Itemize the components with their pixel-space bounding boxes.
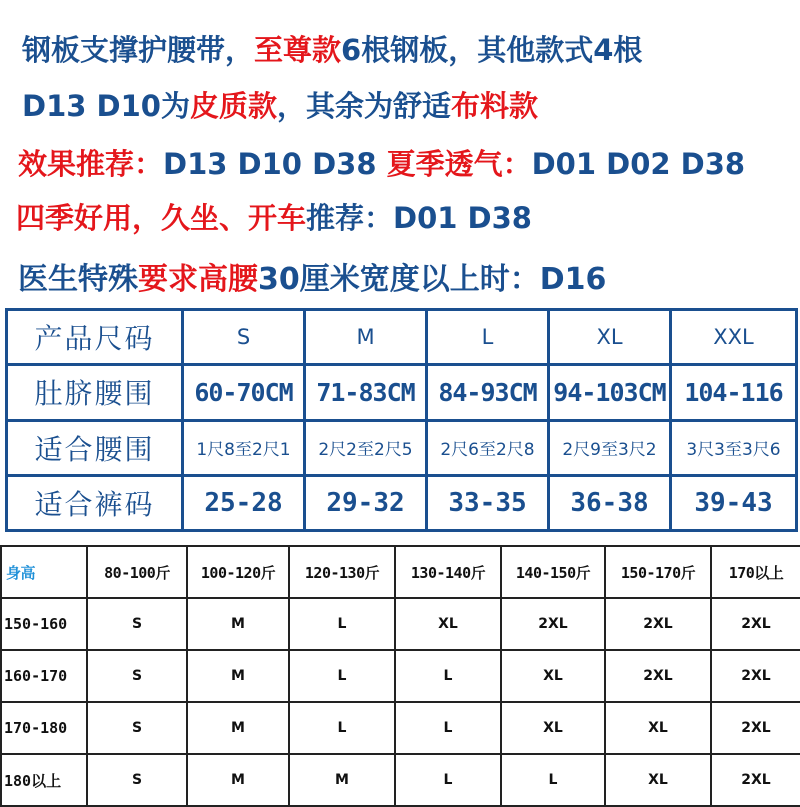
note-segment: D01 D02 D38 [531,147,746,181]
height-row-label: 160-170 [1,650,87,702]
recommended-size-cell: M [187,598,289,650]
recommended-size-cell: 2XL [501,598,605,650]
size-cell: 94-103CM [549,365,671,420]
note-segment: 30厘米宽度以上时：D16 [258,262,607,297]
recommended-size-cell: XL [501,650,605,702]
height-row-label: 180以上 [1,754,87,806]
size-cell: 104-116 [671,365,797,420]
size-table [5,308,798,532]
note-segment: 医生特殊 [18,262,138,297]
recommended-size-cell: 2XL [711,702,800,754]
recommended-size-cell: S [87,598,187,650]
recommended-size-cell: L [395,650,501,702]
size-row-label: 产品尺码 [7,310,183,365]
note-segment: 四季好用，久坐、开车 [16,201,307,235]
note-material [22,84,538,125]
recommended-size-cell: S [87,650,187,702]
note-segment: 6根钢板，其他款式4根 [341,33,643,67]
height-row-label: 170-180 [1,702,87,754]
recommended-size-cell: L [289,598,395,650]
height-row [1,598,800,650]
recommended-size-cell: 2XL [605,598,711,650]
recommended-size-cell: 2XL [711,598,800,650]
note-segment: 效果推荐： [18,147,164,181]
size-cell: 2尺9至3尺2 [549,420,671,475]
size-cell: 2尺2至2尺5 [305,420,427,475]
weight-header-cell: 130-140斤 [395,546,501,598]
size-cell: 71-83CM [305,365,427,420]
size-cell: 60-70CM [183,365,305,420]
recommended-size-cell: S [87,754,187,806]
recommended-size-cell: XL [605,754,711,806]
height-corner-label: 身高 [1,546,87,598]
size-cell: M [305,310,427,365]
note-segment: 夏季透气： [386,147,532,181]
note-segment: ，其余为舒适 [276,89,451,123]
size-table-row [7,310,797,365]
note-segment: 推荐：D01 D38 [306,201,532,235]
size-cell: XXL [671,310,797,365]
recommended-size-cell: XL [395,598,501,650]
recommended-size-cell: S [87,702,187,754]
note-high-waist [18,254,606,298]
recommended-size-cell: M [187,702,289,754]
note-segment: 至尊款 [254,33,342,67]
note-segment: 要求高腰 [138,262,258,297]
size-cell: 39-43 [671,475,797,530]
note-steel-support [22,28,642,69]
size-cell: 2尺6至2尺8 [427,420,549,475]
weight-header-cell: 150-170斤 [605,546,711,598]
recommended-size-cell: XL [605,702,711,754]
recommended-size-cell: L [395,702,501,754]
height-row [1,754,800,806]
note-segment: 皮质款 [189,89,277,123]
size-cell: 1尺8至2尺1 [183,420,305,475]
size-row-label: 适合裤码 [7,475,183,530]
note-segment: D13 D10 D38 [163,147,387,181]
recommended-size-cell: L [501,754,605,806]
recommended-size-cell: M [289,754,395,806]
size-table-row [7,475,797,530]
height-row-label: 150-160 [1,598,87,650]
recommended-size-cell: 2XL [605,650,711,702]
height-row [1,650,800,702]
weight-header-cell: 120-130斤 [289,546,395,598]
note-segment: D13 D10为 [22,89,190,123]
size-table-row [7,420,797,475]
size-cell: 29-32 [305,475,427,530]
size-row-label: 肚脐腰围 [7,365,183,420]
recommended-size-cell: XL [501,702,605,754]
height-weight-table [0,545,800,807]
size-cell: 33-35 [427,475,549,530]
note-segment: 布料款 [451,89,539,123]
size-cell: S [183,310,305,365]
recommended-size-cell: 2XL [711,650,800,702]
weight-header-cell: 140-150斤 [501,546,605,598]
note-segment: 钢板支撑护腰带， [22,33,255,67]
recommended-size-cell: 2XL [711,754,800,806]
size-row-label: 适合腰围 [7,420,183,475]
size-cell: 84-93CM [427,365,549,420]
recommended-size-cell: L [395,754,501,806]
height-row [1,702,800,754]
size-cell: 36-38 [549,475,671,530]
recommended-size-cell: L [289,650,395,702]
size-cell: XL [549,310,671,365]
size-table-row [7,365,797,420]
recommended-size-cell: L [289,702,395,754]
weight-header-cell: 100-120斤 [187,546,289,598]
recommended-size-cell: M [187,754,289,806]
note-recommend-all-season [16,196,532,237]
weight-header-cell: 80-100斤 [87,546,187,598]
size-cell: 3尺3至3尺6 [671,420,797,475]
size-cell: 25-28 [183,475,305,530]
recommended-size-cell: M [187,650,289,702]
size-cell: L [427,310,549,365]
note-recommend-effect-summer [18,142,745,183]
weight-header-cell: 170以上 [711,546,800,598]
weight-header-row [1,546,800,598]
